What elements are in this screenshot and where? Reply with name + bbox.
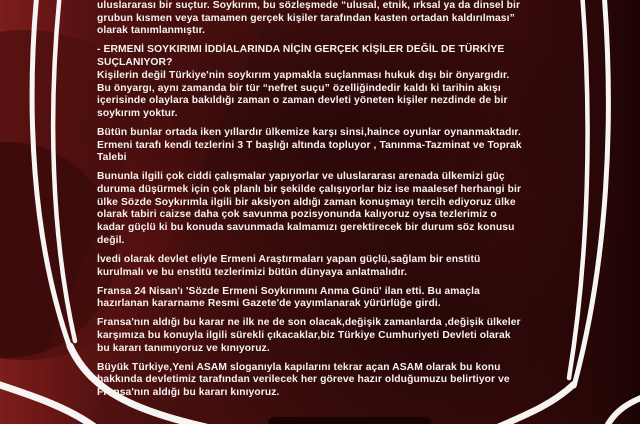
paragraph-condemnation: Fransa'nın aldığı bu karar ne ilk ne de son olacak,değişik zamanlarda ,değişik ülkeler karşımıza bu konuyla ilgili sürekli çıkacaklar,biz Türkiye Cumhuriyeti Devleti olarak bu kararı tanımıyoruz ve kınıyoruz. <box>97 317 521 354</box>
paragraph-three-t: Bütün bunlar ortada iken yıllardır ülkemize karşı sinsi,haince oyunlar oynanmaktadır. Ermeni tarafı kendi tezlerini 3 T başlığı altında topluyor , Tanınma-Tazminat ve Toprak Talebi <box>97 126 522 164</box>
text-content <box>97 0 525 406</box>
section-heading-question: - ERMENİ SOYKIRIMI İDDİALARINDA NİÇİN GERÇEK KİŞİLER DEĞİL DE TÜRKİYE SUÇLANIYOR? <box>97 44 505 69</box>
paragraph-defensive-position: Bununla ilgili çok ciddi çalışmalar yapıyorlar ve uluslararası arenada ülkemizi güç duruma düşürmek için çok planlı bir şekilde çalışıyorlar biz ise maalesef herhangi bir ülke Sözde Soykırımla ilgili bir aksiyon aldığı zaman konuşmayı tercih ediyoruz ülke olarak tabiri caizse daha çok savunma pozisyonunda kalıyoruz oysa tezlerimiz o kadar güçlü ki bu konuda savunmada kalmamızı gerektirecek bir durum söz konusu değil. <box>97 171 522 246</box>
paragraph-asam-statement: Büyük Türkiye,Yeni ASAM sloganıyla kapılarını tekrar açan ASAM olarak bu konu hakkında devletimiz tarafından verilecek her göreve hazır olduğumuzu belirtiyor ve Fransa'nın aldığı bu kararı kınıyoruz. <box>97 361 510 399</box>
paragraph-france-decree: Fransa 24 Nisan'ı 'Sözde Ermeni Soykırımını Anma Günü' ilan etti. Bu amaçla hazırlanan kararname Resmi Gazete'de yayımlanarak yürürlüğe girdi. <box>97 285 480 310</box>
paragraph-prejudice: Kişilerin değil Türkiye'nin soykırım yapmakla suçlanması hukuk dışı bir önyargıdır. Bu önyargı, aynı zamanda bir tür “nefret suçu” özelliğindedir kaldı ki tarihin akışı içerisinde olaylara bakıldığı zaman o zaman devleti yöneten kişiler nezdinde de bir soykırım yoktur. <box>97 69 510 119</box>
paragraph-genocide-definition: uluslararası bir suçtur. Soykırım, bu sözleşmede “ulusal, etnik, ırksal ya da dinsel bir grubun kısmen veya tamamen gerçek kişiler tarafından kasten ortadan kaldırılması” olarak tanımlanmıştır. <box>97 0 521 37</box>
paragraph-institute: İvedi olarak devlet eliyle Ermeni Araştırmaları yapan güçlü,sağlam bir enstitü kurulmalı ve bu enstitü tezlerimizi bütün dünyaya anlatmalıdır. <box>97 253 481 278</box>
bottom-banner-edge <box>268 417 431 424</box>
